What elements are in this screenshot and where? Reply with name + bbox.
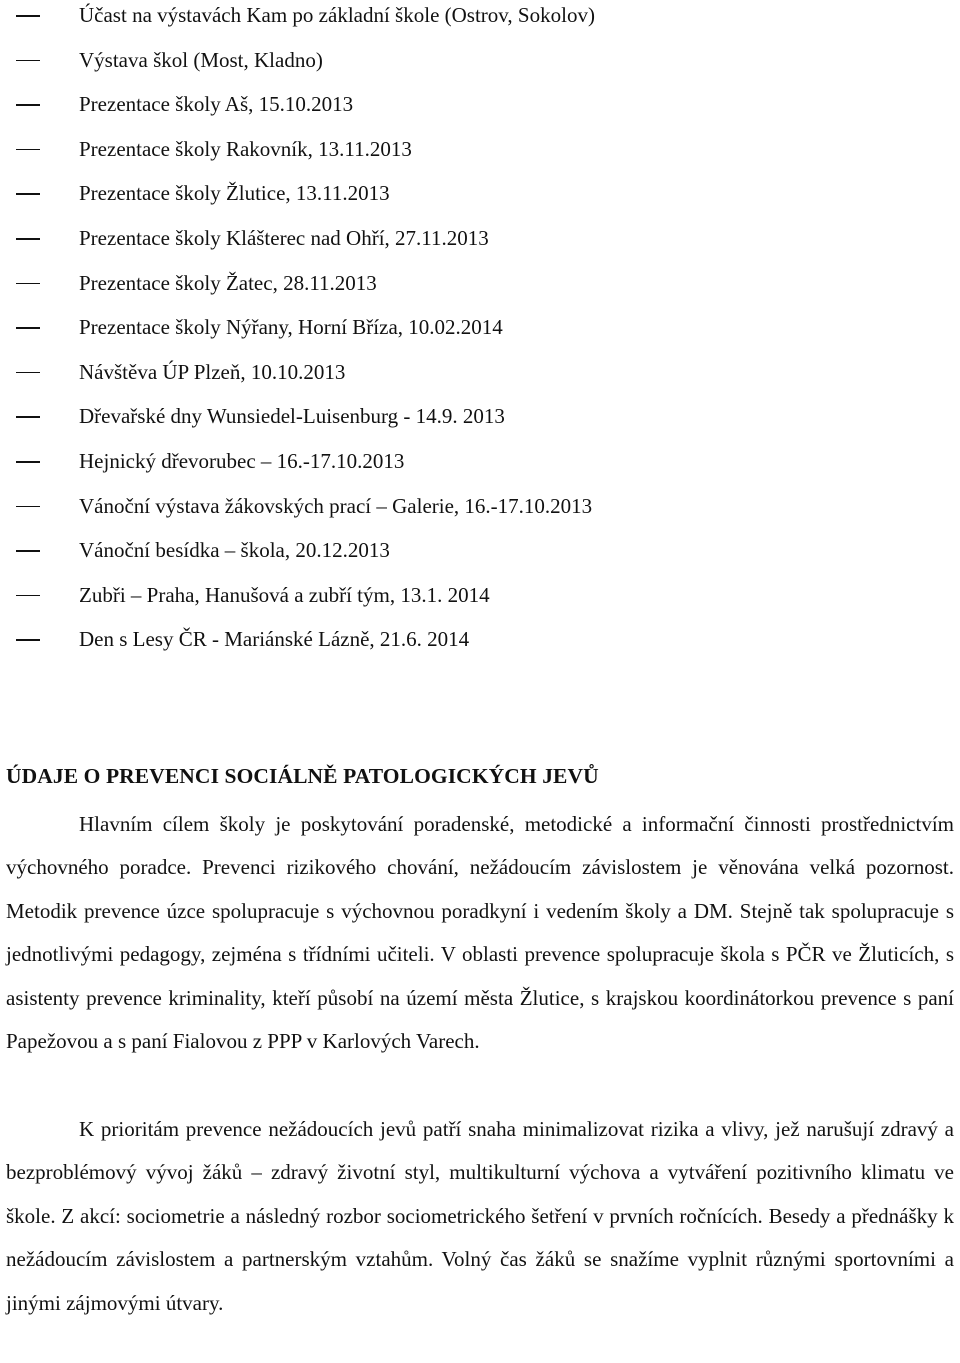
dash-bullet-icon [16, 461, 40, 463]
dash-bullet-icon [16, 238, 40, 240]
list-item-text: Prezentace školy Nýřany, Horní Bříza, 10.02.2014 [79, 315, 503, 340]
list-item [6, 0, 946, 45]
dash-bullet-icon [16, 327, 40, 329]
dash-bullet-icon [16, 506, 40, 508]
paragraph-prevention-goals: Hlavním cílem školy je poskytování poradenské, metodické a informační činnosti prostřednictvím výchovného poradce. Prevenci rizikového chování, nežádoucím závislostem je věnována velká pozornost. Metodik prevence úzce spolupracuje s výchovnou poradkyní i vedením školy a DM. Stejně tak spolupracuje s jednotlivými pedagogy, zejména s třídními učiteli. V oblasti prevence spolupracuje škola s PČR ve Žluticích, s asistenty prevence kriminality, kteří působí na území města Žlutice, s krajskou koordinátorkou prevence s paní Papežovou a s paní Fialovou z PPP v Karlových Varech. [6, 812, 954, 1054]
list-item-text: Prezentace školy Žlutice, 13.11.2013 [79, 181, 390, 206]
event-list [6, 0, 946, 669]
list-item-text: Prezentace školy Aš, 15.10.2013 [79, 92, 354, 117]
dash-bullet-icon [16, 372, 40, 374]
list-item-text: Prezentace školy Žatec, 28.11.2013 [79, 270, 377, 295]
list-item [6, 401, 946, 446]
list-item [6, 446, 946, 491]
list-item [6, 312, 946, 357]
paragraph-prevention-priorities: K prioritám prevence nežádoucích jevů patří snaha minimalizovat rizika a vlivy, jež narušují zdravý a bezproblémový vývoj žáků – zdravý životní styl, multikulturní výchova a vytváření pozitivního klimatu ve škole. Z akcí: sociometrie a následný rozbor sociometrického šetření v prvních ročnících. Besedy a přednášky k nežádoucím závislostem a partnerským vztahům. Volný čas žáků se snažíme vyplnit různými sportovními a jinými zájmovými útvary. [6, 1117, 954, 1315]
list-item [6, 535, 946, 580]
list-item-text: Hejnický dřevorubec – 16.-17.10.2013 [79, 448, 405, 473]
list-item-text: Výstava škol (Most, Kladno) [79, 47, 323, 72]
dash-bullet-icon [16, 15, 40, 17]
dash-bullet-icon [16, 193, 40, 195]
list-item-text: Prezentace školy Rakovník, 13.11.2013 [79, 136, 412, 161]
dash-bullet-icon [16, 595, 40, 597]
dash-bullet-icon [16, 60, 40, 62]
list-item [6, 357, 946, 402]
dash-bullet-icon [16, 639, 40, 641]
dash-bullet-icon [16, 149, 40, 151]
list-item [6, 89, 946, 134]
list-item [6, 268, 946, 313]
list-item-text: Zubři – Praha, Hanušová a zubří tým, 13.1. 2014 [79, 582, 490, 607]
list-item-text: Prezentace školy Klášterec nad Ohří, 27.11.2013 [79, 225, 489, 250]
list-item-text: Účast na výstavách Kam po základní škole (Ostrov, Sokolov) [79, 3, 595, 27]
dash-bullet-icon [16, 283, 40, 285]
list-item [6, 624, 946, 669]
list-item [6, 134, 946, 179]
list-item-text: Návštěva ÚP Plzeň, 10.10.2013 [79, 359, 346, 384]
list-item-text: Dřevařské dny Wunsiedel-Luisenburg - 14.9. 2013 [79, 404, 505, 429]
list-item [6, 178, 946, 223]
dash-bullet-icon [16, 104, 40, 106]
dash-bullet-icon [16, 550, 40, 552]
list-item-text: Den s Lesy ČR - Mariánské Lázně, 21.6. 2014 [79, 627, 470, 652]
list-item-text: Vánoční besídka – škola, 20.12.2013 [79, 538, 390, 563]
dash-bullet-icon [16, 416, 40, 418]
section-heading: ÚDAJE O PREVENCI SOCIÁLNĚ PATOLOGICKÝCH JEVŮ [6, 764, 599, 788]
list-item-text: Vánoční výstava žákovských prací – Galerie, 16.-17.10.2013 [79, 493, 593, 518]
list-item [6, 45, 946, 90]
list-item [6, 491, 946, 536]
list-item [6, 223, 946, 268]
list-item [6, 580, 946, 625]
